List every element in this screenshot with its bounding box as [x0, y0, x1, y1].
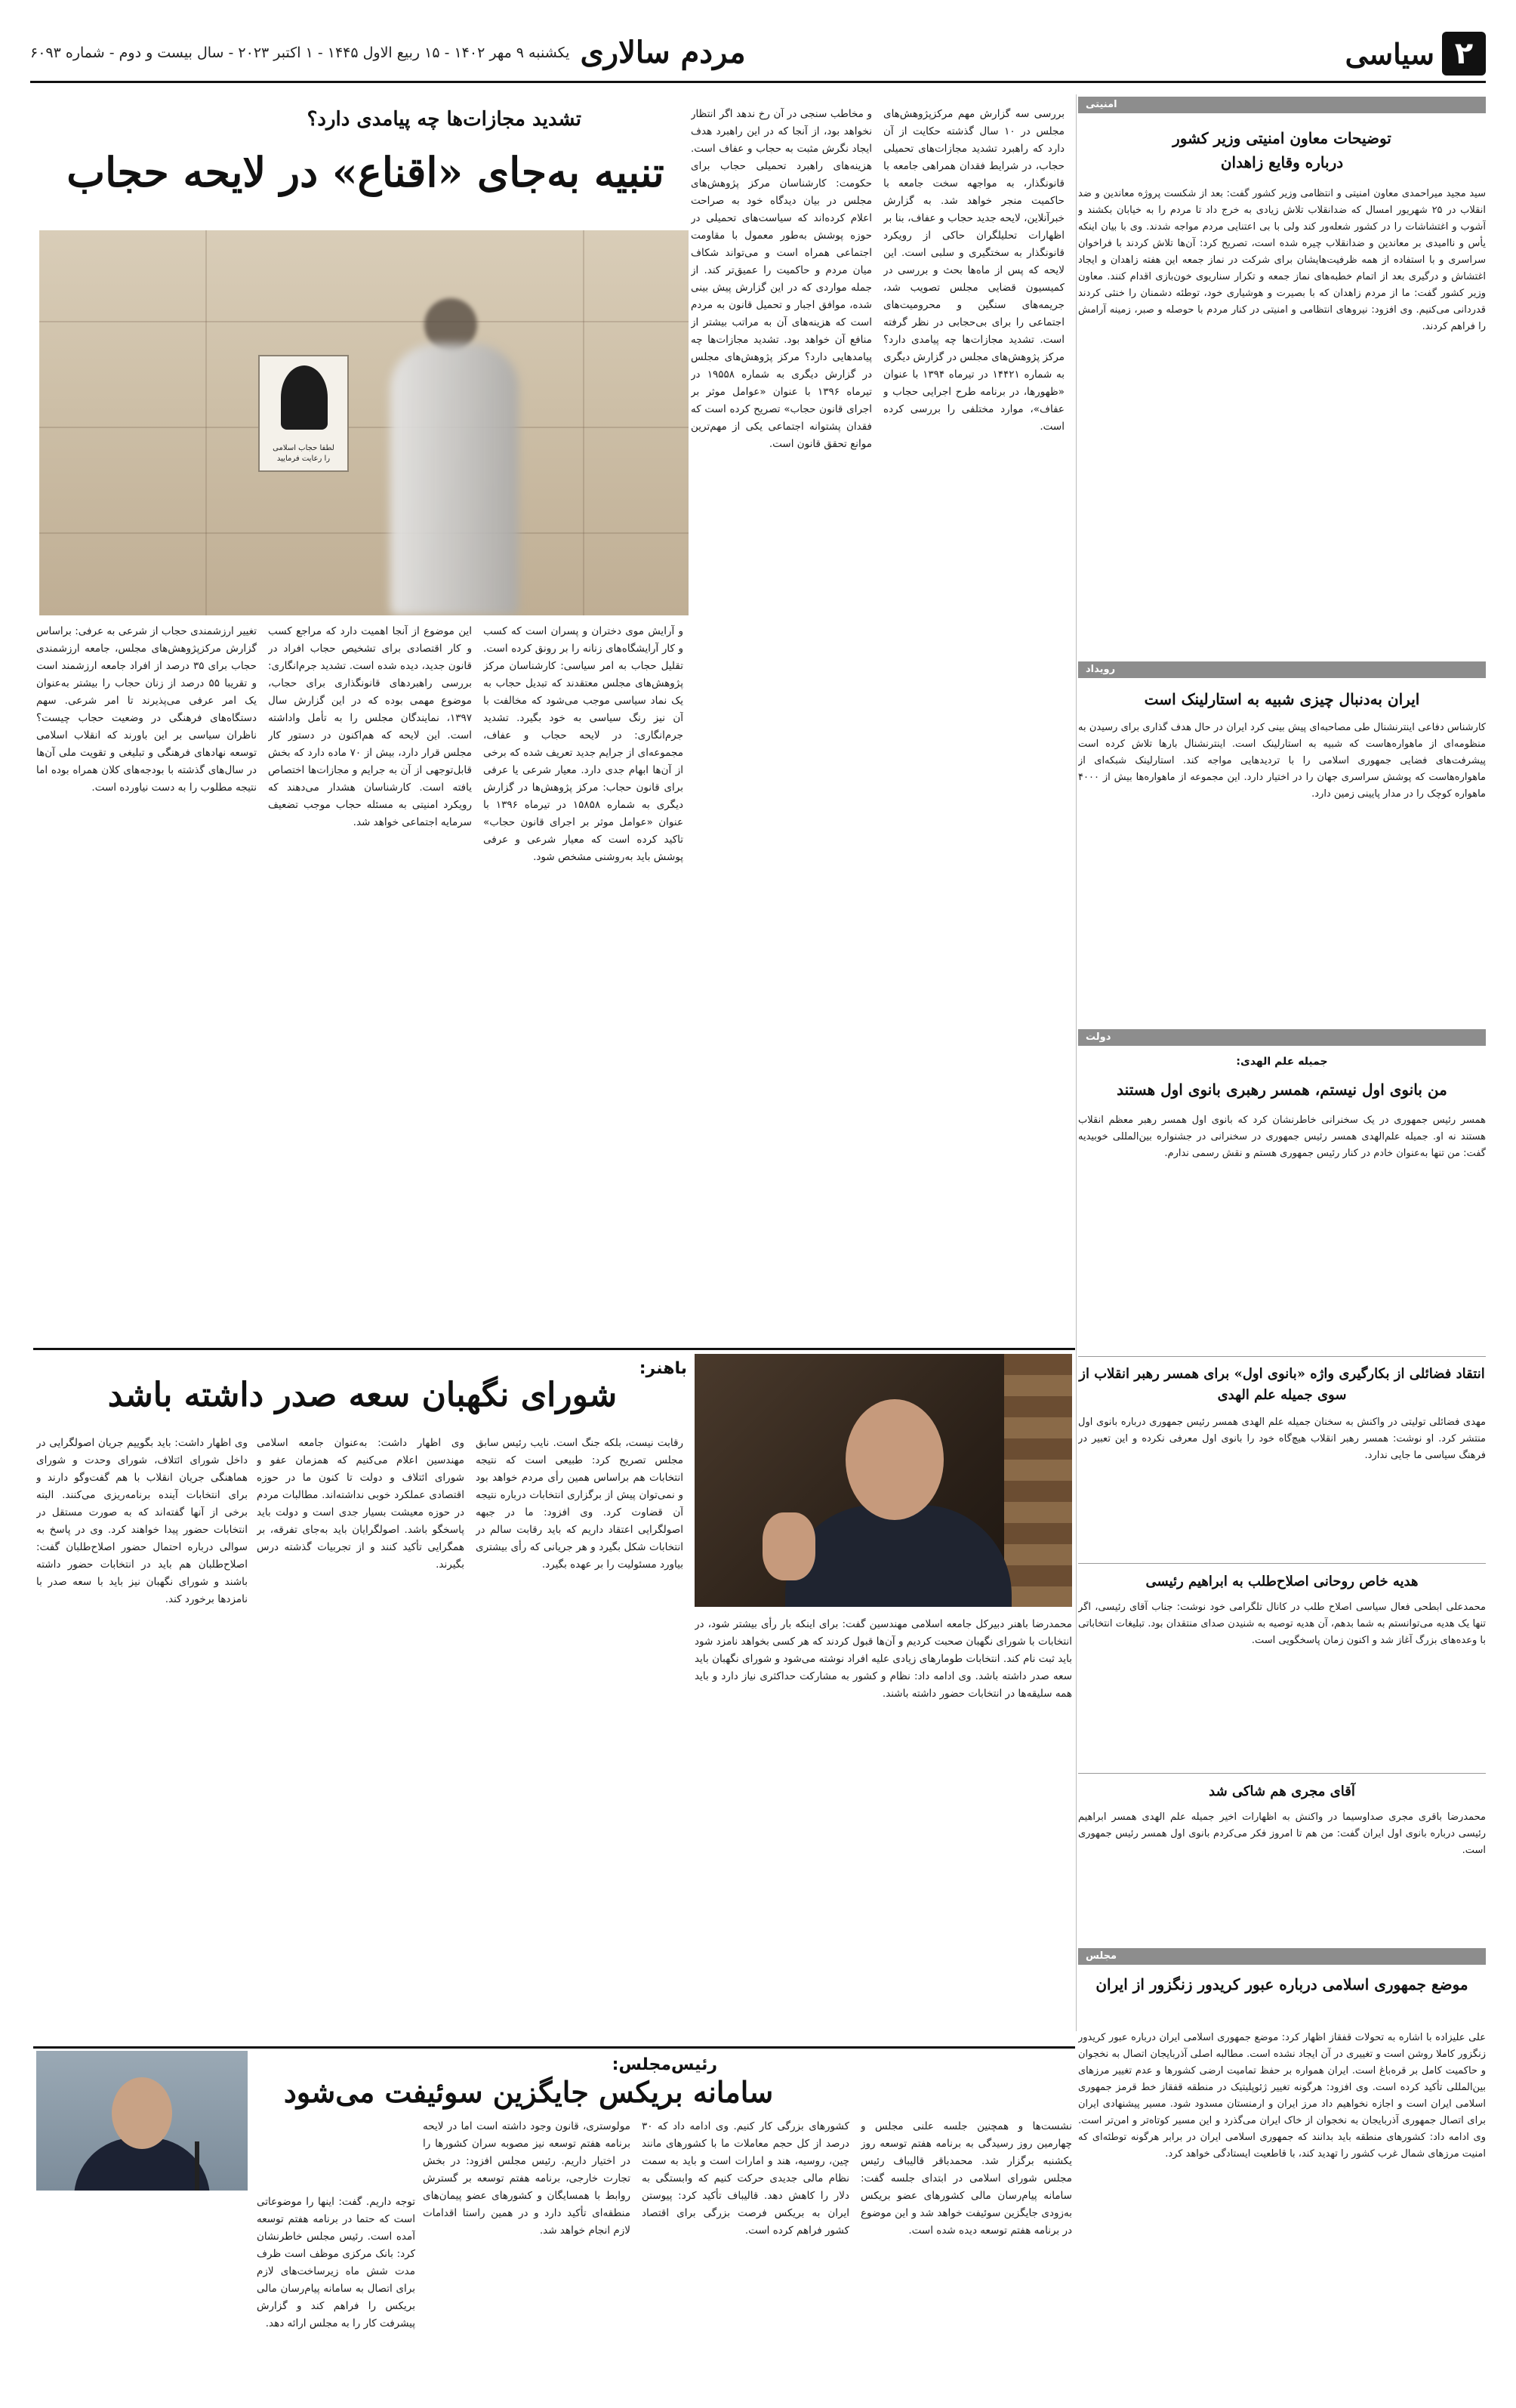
story-brics-headline: سامانه بریکس جایگزین سوئیفت می‌شود — [283, 2075, 774, 2109]
wall-joint — [583, 230, 584, 615]
section-name: سیاسی — [1345, 36, 1434, 71]
section-label — [1345, 32, 1486, 76]
story-hijab-headline: تنبیه به‌جای «اقناع» در لایحه حجاب — [66, 148, 664, 196]
story-brics-column-1: نشست‌ها و همچنین جلسه علنی مجلس و چهارمین روز رسیدگی به برنامه هفتم توسعه روز یکشنبه برگزار شد. محمدباقر قالیباف رئیس مجلس شورای اسلامی در ابتدای جلسه گفت: سامانه پیام‌رسان مالی کشورهای عضو بریکس به‌زودی جایگزین سوئیفت خواهد شد و این موضوع در برنامه هفتم توسعه دیده شده است. — [861, 2120, 1072, 2237]
story-divider — [33, 1348, 1075, 1350]
article-presenter-body: محمدرضا باقری مجری صداوسیما در واکنش به اظهارات اخیر جمیله علم الهدی همسر ابراهیم رئیسی درباره بانوی اول ایران گفت: من هم تا امروز فکر می‌کردم بانوی اول همسر رئیس جمهوری است. — [1078, 1811, 1486, 1856]
story-divider — [33, 2046, 1075, 2049]
headline-presenter: آقای مجری هم شاکی شد — [1209, 1784, 1355, 1799]
article-starlink-body: کارشناس دفاعی اینترنشنال طی مصاحبه‌ای پیش بینی کرد ایران در حال هدف گذاری برای رسیدن به منظومه‌ای از ماهواره‌هاست که شبیه به استارلینک است. اینترنشنال بارها تلاش کرده است پیشرفت‌های فضایی جمهوری اسلامی را با تردیدهایی مواجه کند. استارلینک شبکه‌ای از ماهواره‌هاست که پوشش سراسری جهان را در اختیار دارد. این مجموعه از ماهواره‌ها بیش از ۴۰۰۰ ماهواره کوچک را در مدار پایینی زمین دارد. — [1078, 722, 1486, 800]
article-abtahi-body: محمدعلی ابطحی فعال سیاسی اصلاح طلب در کانال تلگرامی خود نوشت: جناب آقای رئیسی، اگر تنها یک هدیه می‌توانستم به شما بدهم، آن هدیه توصیه به شنیدن صدای منتقدان بود. تبلیغات انتخاباتی با وعده‌های بزرگ آغاز شد و اکنون زمان پاسخگویی است. — [1078, 1602, 1486, 1646]
story-hijab-column-3: و آرایش موی دختران و پسران است که کسب و کار آرایشگاه‌های زنانه را بر رونق کرده است. تقلیل حجاب به امر سیاسی: کارشناسان مرکز پژوهش‌های مجلس معتقدند که تبدیل حجاب به یک نماد سیاسی موجب می‌شود که مخالفت با آن نیز رنگ سیاسی به خود بگیرد. تشدید جرم‌انگاری: در لایحه حجاب و عفاف، مجموعه‌ای از جرایم جدید تعریف شده که برخی از آن‌ها ابهام جدی دارد. معیار شرعی یا عرفی برای قانون حجاب: مرکز پژوهش‌ها در گزارش دیگری به شماره ۱۵۸۵۸ در تیرماه ۱۳۹۶ با عنوان «عوامل موثر بر اجرای قانون حجاب» تاکید کرده است که معیار شرعی و عرفی پوشش باید به‌روشنی مشخص شود. — [483, 625, 683, 863]
bookshelf — [1004, 1354, 1072, 1607]
headline-starlink: ایران به‌دنبال چیزی شبیه به استارلینک است — [1144, 690, 1420, 708]
section-tag-parliament: مجلس — [1078, 1948, 1486, 1965]
figure-body — [390, 344, 519, 615]
story-hijab-column-1: بررسی سه گزارش مهم مرکزپژوهش‌های مجلس در ۱۰ سال گذشته حکایت از آن دارد که راهبرد تشدید مجازات‌های تحمیلی حجاب، در شرایط فقدان همراهی جامعه با قانونگذار، به مواجهه سخت جامعه با حاکمیت منجر خواهد شد. به گزارش خبرآنلاین، لایحه جدید حجاب و عفاف، بنا بر اظهارات تحلیلگران حاکی از رویکرد قانونگذار به سختگیری و سلبی است. این لایحه که پس از ماه‌ها بحث و بررسی در کمیسیون قضایی مجلس تصویب شد، جریمه‌های سنگین و محرومیت‌های اجتماعی را برای بی‌حجابی در نظر گرفته است. تشدید مجازات‌ها چه پیامدی دارد؟ مرکز پژوهش‌های مجلس در گزارش دیگری به شماره ۱۴۴۲۱ در تیرماه ۱۳۹۴ با عنوان «ظهورها، در برنامه طرح اجرایی حجاب و عفاف»، موارد مختلفی را بررسی کرده است. — [883, 108, 1065, 433]
section-tag-government: دولت — [1078, 1029, 1486, 1046]
article-security-body: سید مجید میراحمدی معاون امنیتی و انتظامی وزیر کشور گفت: بعد از شکست پروژه معاندین و ضد انقلاب در ۲۵ شهریور امسال که ضدانقلاب تلاش زیادی به خرج داد تا مردم را به خیابان بکشند و آشوب و اغتشاشات را در کشور شعله‌ور کند ولی با بی اعتنایی مردم مواجه شدند. وی با بیان اینکه یأس و ناامیدی بر معاندین و ضدانقلاب چیره شده است، تصریح کرد: آن‌ها تلاش کردند با فراخوان سراسری و با استفاده از همه ظرفیت‌هایشان برای شرکت در نماز جمعه این هفته زاهدان و ایجاد اغتشاش و درگیری بعد از اتمام خطبه‌های نماز جمعه و تکرار سناریوی خون‌بازی اقدام کنند. معاون وزیر کشور گفت: ما از مردم زاهدان که با بصیرت و هوشیاری خود، توطئه دشمنان را خنثی کردند قدردانی می‌کنیم. وی افزود: نیروهای انتظامی و امنیتی در کنار مردم با حوصله و صبر، زمینه آرامش را فراهم کردند. — [1078, 188, 1486, 332]
divider — [1078, 1773, 1486, 1774]
story-brics-column-2: کشورهای بزرگی کار کنیم. وی ادامه داد که ۳۰ درصد از کل حجم معاملات ما با کشورهای مانند چین، روسیه، هند و امارات است و باید به سمت نظام مالی جدیدی حرکت کنیم که وابستگی به دلار را کاهش دهد. قالیباف تأکید کرد: پیوستن ایران به بریکس فرصت بزرگی برای اقتصاد کشور فراهم کرده است. — [642, 2120, 849, 2237]
article-fazaeli-body: مهدی فضائلی تولیتی در واکنش به سخنان جمیله علم الهدی همسر رئیس جمهوری درباره بانوی اول منتشر کرد. او نوشت: همسر رهبر انقلاب هیچ‌گاه خود را بانوی اول معرفی نکرده و این تعبیر در فرهنگ سیاسی ما جایی ندارد. — [1078, 1417, 1486, 1461]
story-bahonar-kicker: باهنر: — [639, 1359, 687, 1378]
story-hijab-photo — [39, 230, 689, 615]
section-tag-event: رویداد — [1078, 661, 1486, 678]
headline-first-lady: من بانوی اول نیستم، همسر رهبری بانوی اول هستند — [1117, 1081, 1447, 1099]
portrait-face — [846, 1399, 944, 1520]
divider — [1078, 1563, 1486, 1564]
ghalibaf-portrait-photo — [36, 2051, 248, 2191]
masthead — [30, 35, 746, 70]
plaque-text: لطفا حجاب اسلامی را رعایت فرمایید — [273, 444, 334, 463]
walking-woman-figure — [356, 261, 545, 615]
news-sidebar — [1078, 97, 1486, 2362]
story-brics-column-4: توجه داریم. گفت: اینها را موضوعاتی است که حتما در برنامه هفتم توسعه آمده است. رئیس مجلس خاطرنشان کرد: بانک مرکزی موظف است ظرف مدت شش ماه زیرساخت‌های لازم برای اتصال به سامانه پیام‌رسان مالی بریکس را فراهم کند و گزارش پیشرفت کار را به مجلس ارائه دهد. — [257, 2196, 415, 2329]
headline-fazaeli: انتقاد فضائلی از بکارگیری واژه «بانوی اول» برای همسر رهبر انقلاب از سوی جمیله علم الهدی — [1079, 1366, 1485, 1403]
story-bahonar-column-3: وی اظهار داشت: به‌عنوان جامعه اسلامی مهندسین اعلام می‌کنیم که همزمان عفو و شورای ائتلاف و دولت تا کنون ما در حوزه اقتصادی عملکرد خوبی نداشته‌اند. مطالبات مردم در حوزه معیشت بسیار جدی است و دولت باید پاسخگو باشد. اصولگرایان باید به‌جای تفرقه، بر همگرایی تأکید کنند و از تجربیات گذشته درس بگیرند. — [257, 1437, 464, 1571]
article-zangezur-body: علی علیزاده با اشاره به تحولات قفقاز اظهار کرد: موضع جمهوری اسلامی ایران درباره عبور کریدور زنگزور کاملا روشن است و تغییری در آن ایجاد نشده است. مطالبه اصلی آذربایجان اتصال به نخجوان و حاکمیت کامل بر قره‌باغ است. ایران همواره بر حفظ تمامیت ارضی کشورها و عدم تغییر مرزهای بین‌المللی تأکید کرده است. وی افزود: هرگونه تغییر ژئوپلیتیک در منطقه قفقاز خط قرمز جمهوری اسلامی ایران است و اجازه نخواهیم داد مرز ایران و ارمنستان مسدود شود. مسیر پیشنهادی ایران برای اتصال جمهوری آذربایجان به نخجوان از خاک ایران می‌گذرد و این مسیر کوتاه‌تر و امن‌تر است. وی ادامه داد: کشورهای منطقه باید بدانند که جمهوری اسلامی ایران در برابر هرگونه توطئه‌ای که امنیت مرزهای شمال غرب کشور را تهدید کند، با قاطعیت ایستادگی خواهد کرد. — [1078, 2032, 1486, 2160]
divider — [1078, 1356, 1486, 1357]
column-divider — [1076, 94, 1077, 2031]
portrait-face — [112, 2077, 172, 2149]
story-bahonar-column-4: وی اظهار داشت: باید بگوییم جریان اصولگرایی در داخل شورای ائتلاف، شورای وحدت و شورای هماهنگی جریان انقلاب با هم گفت‌وگو دارند و برای انتخابات آینده برنامه‌ریزی می‌کنند. البته برخی از آنها گفته‌اند که به صورت مستقل در انتخابات حضور پیدا خواهند کرد. وی در پاسخ به سوالی درباره احتمال حضور اصلاح‌طلبان گفت: اصلاح‌طلبان هم باید در انتخابات حضور داشته باشند و شورای نگهبان نیز باید با سعه صدر با نامزدها برخورد کند. — [36, 1437, 248, 1605]
headline-kicker-alamolhoda: جمیله علم الهدی: — [1236, 1056, 1328, 1068]
portrait-suit — [785, 1505, 1012, 1607]
story-hijab-kicker: تشدید مجازات‌ها چه پیامدی دارد؟ — [307, 108, 581, 131]
section-tag-security: امنیتی — [1078, 97, 1486, 113]
story-brics-kicker: رئیس‌مجلس: — [612, 2055, 717, 2074]
issue-date-line: یکشنبه ۹ مهر ۱۴۰۲ - ۱۵ ربیع الاول ۱۴۴۵ - ۱ اکتبر ۲۰۲۳ - سال بیست و دوم - شماره ۶۰۹۳ — [30, 44, 570, 61]
bahonar-portrait-photo — [695, 1354, 1072, 1607]
article-first-lady-body: همسر رئیس جمهوری در یک سخنرانی خاطرنشان کرد که بانوی اول همسر رهبر معظم انقلاب هستند نه او. جمیله علم‌الهدی همسر رئیس جمهوری در سخنرانی در جشنواره بین‌المللی خوبیدیه گفت: من تنها به‌عنوان خادم در کنار رئیس جمهوری هستم و نقش رسمی ندارم. — [1078, 1115, 1486, 1159]
headline-security-line2: درباره وقایع زاهدان — [1220, 153, 1344, 171]
story-bahonar-column-2: رقابت نیست، بلکه جنگ است. نایب رئیس سابق مجلس تصریح کرد: طبیعی است که نتیجه انتخابات هم براساس همین رأی مردم خواهد بود و نمی‌توان پیش از برگزاری انتخابات درباره نتیجه آن قضاوت کرد. وی افزود: ما در جبهه اصولگرایی اعتقاد داریم که باید رقابت سالم در انتخابات شکل بگیرد و هر جریانی که رأی بیشتری بیاورد مسئولیت را بر عهده بگیرد. — [476, 1437, 683, 1571]
story-hijab-column-5: تغییر ارزشمندی حجاب از شرعی به عرفی: براساس گزارش مرکزپژوهش‌های مجلس، جامعه ارزشمندی حجاب برای ۳۵ درصد از افراد جامعه ارزشمند است و تقریبا ۵۵ درصد از زنان حجاب را بیشتر به‌عنوان یک امر عرفی می‌پذیرند تا امر شرعی. سهم دستگاه‌های فرهنگی در وضعیت حجاب چیست؟ ناظران سیاسی بر این باورند که انقلاب اسلامی توسعه نهادهای فرهنگی و تبلیغی و تقویت ملی آن‌ها در سال‌های گذشته با بودجه‌های کلان همراه بوده اما نتیجه مطلوب را به دست نیاورده است. — [36, 625, 257, 794]
page-number: ۲ — [1442, 32, 1486, 76]
story-bahonar-headline: شورای نگهبان سعه صدر داشته باشد — [107, 1376, 618, 1414]
veiled-woman-icon — [281, 365, 328, 430]
wall-joint — [205, 230, 207, 615]
headline-abtahi: هدیه خاص روحانی اصلاح‌طلب به ابراهیم رئیسی — [1145, 1574, 1419, 1589]
portrait-hand — [763, 1512, 815, 1580]
microphone — [195, 2141, 199, 2191]
headline-security-line1: توضیحات معاون امنیتی وزیر کشور — [1172, 129, 1391, 147]
story-hijab-column-2: و مخاطب سنجی در آن رخ ندهد اگر انتظار نخواهد بود، از آنجا که در این راهبرد هدف ایجاد نگرش مثبت به حجاب و عفاف است. هزینه‌های راهبرد تحمیلی حجاب برای حکومت: کارشناسان مرکز پژوهش‌های مجلس در بیان دیدگاه خود به صراحت اعلام کرده‌اند که سیاست‌های تحمیلی در حوزه پوشش به‌طور معمول با مقاومت اجتماعی همراه است و می‌تواند شکاف میان مردم و حاکمیت را عمیق‌تر کند. از جمله مواردی که در این گزارش پیش بینی شده، موافق اجبار و تحمیل قانون به مردم است که هزینه‌های آن به مراتب بیشتر از منافع آن خواهد بود. تشدید مجازات‌ها چه پیامدهایی دارد؟ مرکز پژوهش‌های مجلس در گزارش دیگری به شماره ۱۹۵۵۸ در تیرماه ۱۳۹۶ با عنوان «عوامل موثر بر اجرای قانون حجاب» تصریح کرده است که فقدان پشتوانه اجتماعی یکی از مهم‌ترین موانع تحقق قانون است. — [691, 108, 872, 450]
story-brics-column-3: مولوستری، قانون وجود داشته است اما در لایحه برنامه هفتم توسعه نیز مصوبه سران کشورها را در اختیار داریم. رئیس مجلس افزود: در بخش تجارت خارجی، برنامه هفتم توسعه بر گسترش روابط با همسایگان و کشورهای عضو پیمان‌های منطقه‌ای تأکید دارد و در همین راستا اقدامات لازم انجام خواهد شد. — [423, 2120, 630, 2237]
story-hijab-column-4: این موضوع از آنجا اهمیت دارد که مراجع کسب و کار اقتصادی برای تشخیص حجاب افراد در قانون جدید، دیده شده است. تشدید جرم‌انگاری: بررسی راهبردهای قانونگذاری برای حجاب، موضوع مهمی بوده که در این گزارش سال ۱۳۹۷، نمایندگان مجلس را به تأمل واداشته است. این لایحه که هم‌اکنون در دستور کار مجلس قرار دارد، بیش از ۷۰ ماده دارد که بخش قابل‌توجهی از آن به جرایم و مجازات‌ها اختصاص یافته است. کارشناسان هشدار می‌دهند که رویکرد امنیتی به مسئله حجاب موجب تضعیف سرمایه اجتماعی خواهد شد. — [268, 625, 472, 828]
story-bahonar-column-1: محمدرضا باهنر دبیرکل جامعه اسلامی مهندسین گفت: برای اینکه بار رأی بیشتر شود، در انتخابات با شورای نگهبان صحبت کردیم و آن‌ها قبول کردند که هر کسی بخواهد نامزد شود باید ثبت نام کند. انتخابات طومارهای زیادی علیه افراد نوشته می‌شود و شورای نگهبان باید سعه صدر داشته باشد. وی ادامه داد: نظام و کشور به مشارکت حداکثری نیاز دارد و باید همه سلیقه‌ها در انتخابات حضور داشته باشند. — [695, 1618, 1072, 1700]
headline-zangezur: موضع جمهوری اسلامی درباره عبور کریدور زنگزور از ایران — [1095, 1975, 1468, 1993]
page-header — [30, 30, 1486, 83]
newspaper-logo: مردم سالاری — [580, 35, 746, 70]
hijab-sign-plaque — [258, 355, 349, 472]
